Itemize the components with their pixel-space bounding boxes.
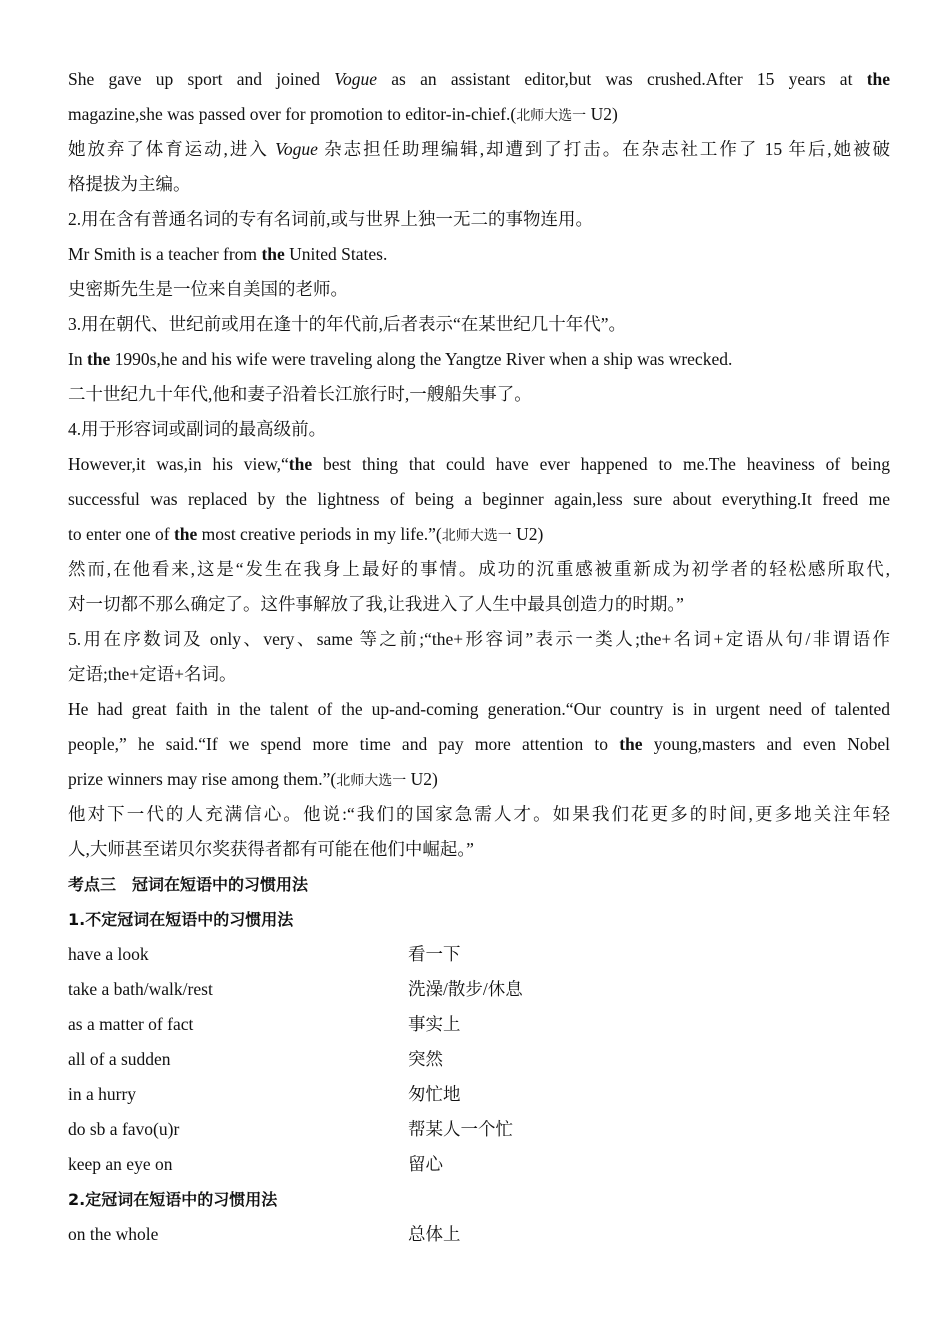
phrase-chinese: 看一下 bbox=[408, 944, 461, 964]
rule-title: 定语;the+定语+名词。 bbox=[68, 664, 237, 684]
text-segment: U2) bbox=[586, 104, 618, 124]
example-zh-line: 然而,在他看来,这是“发生在我身上最好的事情。成功的沉重感被重新成为初学者的轻松感所取代, bbox=[68, 559, 890, 579]
text-segment: 杂志担任助理编辑,却遭到了打击。在杂志社工作了 15 年后,她被破 bbox=[317, 139, 890, 159]
phrase-chinese: 留心 bbox=[408, 1154, 443, 1174]
phrase-english: take a bath/walk/rest bbox=[68, 979, 213, 999]
example-en-line bbox=[68, 762, 890, 797]
example-en-line bbox=[68, 727, 890, 762]
example-en-line: successful was replaced by the lightness of being a beginner again,less sure about everything.It freed me bbox=[68, 489, 890, 509]
text-segment: prize winners may rise among them.”( bbox=[68, 769, 337, 789]
rule-title: 4.用于形容词或副词的最高级前。 bbox=[68, 419, 327, 439]
example-en-line bbox=[68, 97, 890, 132]
example-zh-line: 格提拔为主编。 bbox=[68, 174, 191, 194]
example-en-line bbox=[68, 342, 890, 377]
text-segment: best thing that could have ever happened to me.The heaviness of being bbox=[312, 454, 890, 474]
article-highlight: the bbox=[173, 524, 198, 544]
example-en-line bbox=[68, 447, 890, 482]
article-highlight: the bbox=[619, 734, 643, 754]
phrase-english: have a look bbox=[68, 944, 149, 964]
example-en-line: He had great faith in the talent of the up-and-coming generation.“Our country is in urgent need of talented bbox=[68, 699, 890, 719]
phrase-chinese: 总体上 bbox=[408, 1224, 461, 1244]
text-segment: United States. bbox=[284, 244, 388, 264]
example-zh-line: 人,大师甚至诺贝尔奖获得者都有可能在他们中崛起。” bbox=[68, 839, 474, 859]
phrase-row bbox=[68, 1007, 890, 1042]
text-segment: as an assistant editor,but was crushed.After 15 years at bbox=[377, 69, 867, 89]
phrase-chinese: 事实上 bbox=[408, 1014, 461, 1034]
phrase-english: all of a sudden bbox=[68, 1049, 171, 1069]
text-segment: U2) bbox=[406, 769, 438, 789]
phrase-row bbox=[68, 972, 890, 1007]
example-en-line bbox=[68, 62, 890, 97]
example-zh-line: 史密斯先生是一位来自美国的老师。 bbox=[68, 279, 348, 299]
phrase-chinese: 帮某人一个忙 bbox=[408, 1119, 513, 1139]
phrase-table-definite bbox=[68, 1217, 890, 1252]
source-tag: 北师大选一 bbox=[441, 528, 512, 544]
subsection-heading: 1.不定冠词在短语中的习惯用法 bbox=[68, 910, 294, 929]
phrase-english: on the whole bbox=[68, 1224, 159, 1244]
example-en-line bbox=[68, 517, 890, 552]
source-tag: 北师大选一 bbox=[516, 108, 587, 124]
text-segment: 1990s,he and his wife were traveling along the Yangtze River when a ship was wrecked. bbox=[110, 349, 733, 369]
subsection-heading: 2.定冠词在短语中的习惯用法 bbox=[68, 1190, 278, 1209]
text-segment: most creative periods in my life.”( bbox=[197, 524, 442, 544]
phrase-row bbox=[68, 937, 890, 972]
example-zh-line: 他对下一代的人充满信心。他说:“我们的国家急需人才。如果我们花更多的时间,更多地关注年轻 bbox=[68, 804, 890, 824]
phrase-english: as a matter of fact bbox=[68, 1014, 194, 1034]
italic-title: Vogue bbox=[334, 69, 378, 89]
article-highlight: the bbox=[288, 454, 313, 474]
phrase-chinese: 匆忙地 bbox=[408, 1084, 461, 1104]
text-segment: Mr Smith is a teacher from bbox=[68, 244, 262, 264]
section-heading: 考点三 冠词在短语中的习惯用法 bbox=[68, 875, 309, 894]
phrase-row bbox=[68, 1077, 890, 1112]
phrase-english: do sb a favo(u)r bbox=[68, 1119, 180, 1139]
phrase-chinese: 突然 bbox=[408, 1049, 443, 1069]
phrase-table-indefinite bbox=[68, 937, 890, 1182]
text-segment: ( bbox=[510, 104, 517, 124]
article-highlight: the bbox=[86, 349, 111, 369]
example-zh-line: 对一切都不那么确定了。这件事解放了我,让我进入了人生中最具创造力的时期。” bbox=[68, 594, 684, 614]
rule-title: 2.用在含有普通名词的专有名词前,或与世界上独一无二的事物连用。 bbox=[68, 209, 593, 229]
italic-title: Vogue bbox=[275, 139, 318, 159]
phrase-english: keep an eye on bbox=[68, 1154, 173, 1174]
article-highlight: the bbox=[261, 244, 285, 264]
source-tag: 北师大选一 bbox=[336, 773, 407, 789]
document-page bbox=[68, 62, 890, 1252]
text-segment: to enter one of bbox=[68, 524, 174, 544]
text-segment: She gave up sport and joined bbox=[68, 69, 335, 89]
text-segment: people,” he said.“If we spend more time and pay more attention to bbox=[68, 734, 620, 754]
phrase-row bbox=[68, 1147, 890, 1182]
text-segment: 她放弃了体育运动,进入 bbox=[68, 139, 276, 159]
rule-title: 5.用在序数词及 only、very、same 等之前;“the+形容词”表示一类人;the+名词+定语从句/非谓语作 bbox=[68, 629, 890, 649]
phrase-row bbox=[68, 1112, 890, 1147]
rule-title: 3.用在朝代、世纪前或用在逢十的年代前,后者表示“在某世纪几十年代”。 bbox=[68, 314, 627, 334]
example-en-line bbox=[68, 237, 890, 272]
text-segment: young,masters and even Nobel bbox=[642, 734, 890, 754]
text-segment: magazine,she was passed over for promotion to editor-in-chief. bbox=[68, 104, 511, 124]
phrase-row bbox=[68, 1042, 890, 1077]
phrase-row bbox=[68, 1217, 890, 1252]
text-segment: However,it was,in his view,“ bbox=[68, 454, 289, 474]
text-segment: U2) bbox=[511, 524, 544, 544]
example-zh-line bbox=[68, 132, 890, 167]
phrase-english: in a hurry bbox=[68, 1084, 137, 1104]
text-segment: In bbox=[68, 349, 87, 369]
article-highlight: the bbox=[866, 69, 890, 89]
example-zh-line: 二十世纪九十年代,他和妻子沿着长江旅行时,一艘船失事了。 bbox=[68, 384, 532, 404]
phrase-chinese: 洗澡/散步/休息 bbox=[408, 979, 523, 999]
